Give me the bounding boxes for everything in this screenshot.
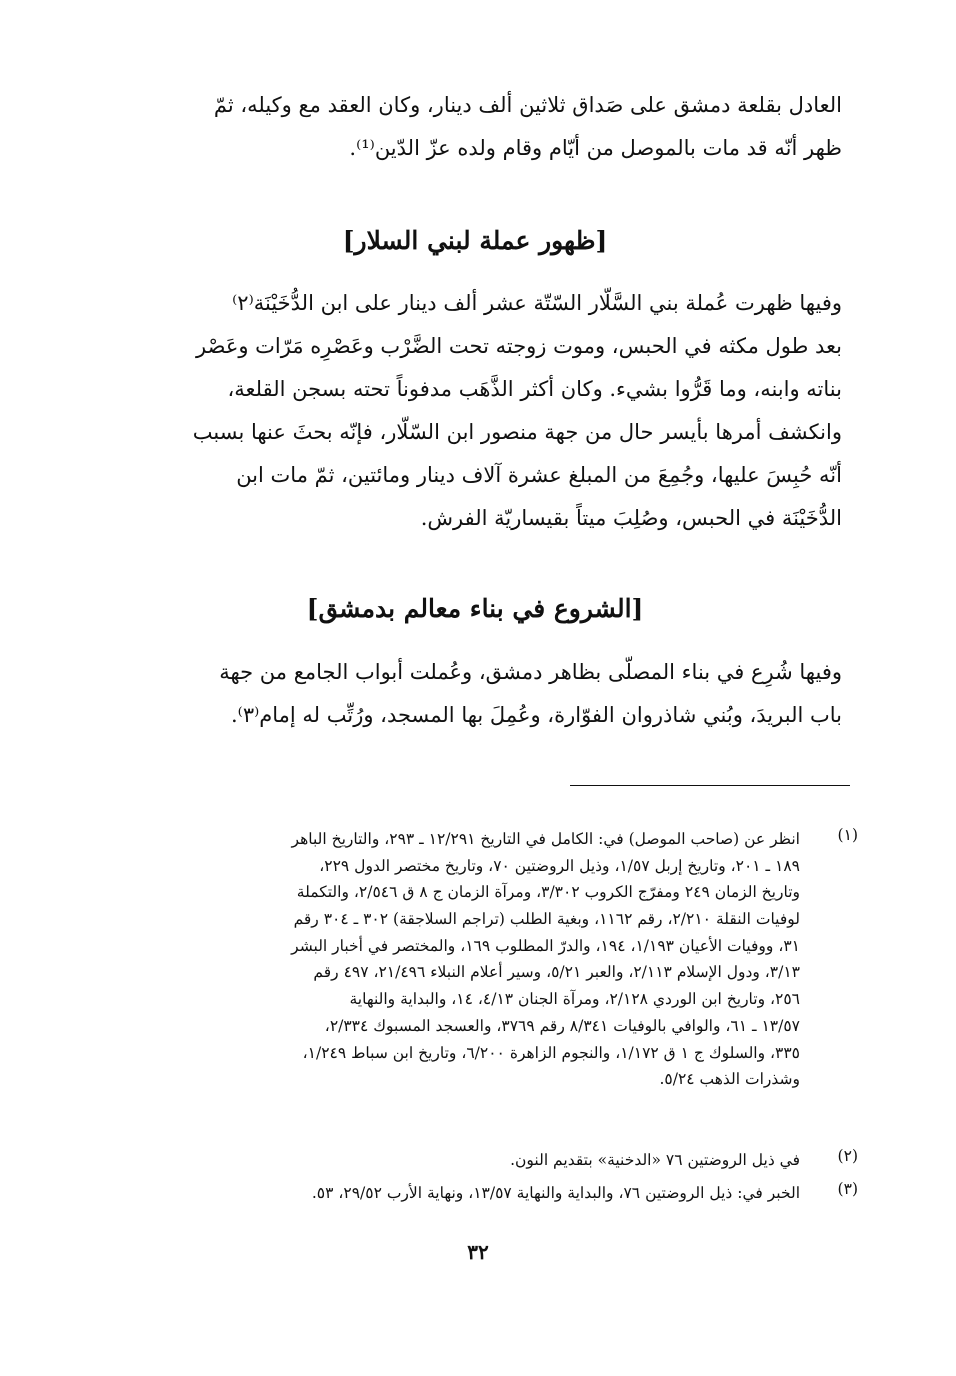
text-line: انظر عن (صاحب الموصل) في: الكامل في التاريخ ١٢/٢٩١ ـ ٢٩٣، والتاريخ الباهر	[291, 830, 800, 848]
page-number: ٣٢	[467, 1240, 489, 1264]
text-line: ٣/١٣، ودول الإسلام ٢/١١٣، والعبر ٥/٢١، وسير أعلام النبلاء ٢١/٤٩٦، ٤٩٧ رقم	[313, 963, 800, 982]
footnote-1	[108, 826, 858, 1093]
section-heading: [الشروع في بناء معالم بدمشق]	[306, 594, 644, 623]
text-line: الدُّخَيْنَة في الحبس، وصُلِبَ ميتاً بقيساريّة الفرش.	[420, 506, 842, 530]
section1-paragraph	[108, 282, 842, 540]
text-line: وانكشف أمرها بأيسر حال من جهة منصور ابن السّلّار، فإنّه بحثَ عنها بسبب	[192, 420, 842, 444]
footnote-text	[108, 1180, 800, 1207]
text-line: ظهر أنّه قد مات بالموصل من أيّام وقام ولده عزّ الدّين⁽¹⁾.	[349, 136, 842, 160]
text-line: ٣١، ووفيات الأعيان ١/١٩٣، ١٩٤، والدرّ المطلوب ١٦٩، والمختصر في أخبار البشر	[291, 936, 800, 955]
section2-paragraph	[108, 651, 842, 737]
footnote-number: (٣)	[837, 1180, 858, 1198]
text-line: وفيها ظهرت عُملة بني السَّلّار السّتّة عشر ألف دينار على ابن الدُّخَيْنَة⁽٢⁾	[232, 291, 842, 315]
section-heading: [ظهور عملة لبني السلار]	[342, 226, 608, 255]
text-line: في ذيل الروضتين ٧٦ «الدخنية» بتقديم النون.	[510, 1151, 800, 1169]
text-line: وفيها شُرِع في بناء المصلّى بظاهر دمشق، وعُملت أبواب الجامع من جهة	[219, 660, 842, 684]
text-line: ١٨٩ ـ ٢٠١، وتاريخ إربل ١/٥٧، وذيل الروضتين ٧٠، وتاريخ مختصر الدول ٢٢٩،	[319, 856, 800, 875]
footnote-3	[108, 1180, 858, 1207]
text-line: وتاريخ الزمان ٢٤٩ ومفرّج الكروب ٣/٣٠٢، ومرآة الزمان ج ٨ ق ٢/٥٤٦، والتكملة	[296, 883, 800, 902]
text-line: لوفيات النقلة ٢/٢١٠، رقم ١١٦٢، وبغية الطلب (تراجم السلاجقة) ٣٠٢ ـ ٣٠٤ رقم	[293, 910, 800, 929]
footnote-separator	[570, 785, 850, 786]
text-line: ٣٣٥، والسلوك ج ١ ق ١/١٧٢، والنجوم الزاهرة ٦/٢٠٠، وتاريخ ابن سباط ١/٢٤٩،	[302, 1043, 800, 1062]
footnote-2	[108, 1147, 858, 1174]
text-line: بعد طول مكثه في الحبس، وموت زوجته تحت الضَّرْب وعَصْرِه مَرّات وعَصْر	[196, 334, 842, 358]
text-line: أنّه حُبِسَ عليها، وجُمِعَ من المبلغ عشرة آلاف دينار ومائتين، ثمّ مات ابن	[236, 463, 842, 487]
text-line: باب البريدَ، وبُني شاذروان الفوّارة، وعُمِلَ بها المسجد، ورُتِّب له إمام⁽٣⁾.	[230, 703, 842, 727]
text-line: بناته وابنه، وما قَرُّوا بشيء. وكان أكثر الذَّهَب مدفوناً تحته بسجن القلعة،	[227, 377, 842, 401]
footnote-text	[108, 1147, 800, 1174]
footnote-number: (١)	[837, 826, 858, 844]
footnote-number: (٢)	[837, 1147, 858, 1165]
text-line: العادل بقلعة دمشق على صَداق ثلاثين ألف دينار، وكان العقد مع وكيله، ثمّ	[213, 93, 842, 117]
text-line: الخبر في: ذيل الروضتين ٧٦، والبداية والنهاية ١٣/٥٧، ونهاية الأرب ٢٩/٥٢، ٥٣.	[311, 1184, 800, 1202]
text-line: وشذرات الذهب ٥/٢٤.	[659, 1070, 800, 1089]
text-line: ١٣/٥٧ ـ ٦١، والوافي بالوفيات ٨/٣٤١ رقم ٣٧٦٩، والعسجد المسبوك ٢/٣٣٤،	[324, 1016, 800, 1035]
intro-paragraph	[108, 84, 842, 170]
text-line: ٢٥٦، وتاريخ ابن الوردي ٢/١٢٨، ومرآة الجنان ٤/١٣، ١٤، والبداية والنهاية	[349, 990, 800, 1009]
footnote-text	[108, 826, 800, 1093]
